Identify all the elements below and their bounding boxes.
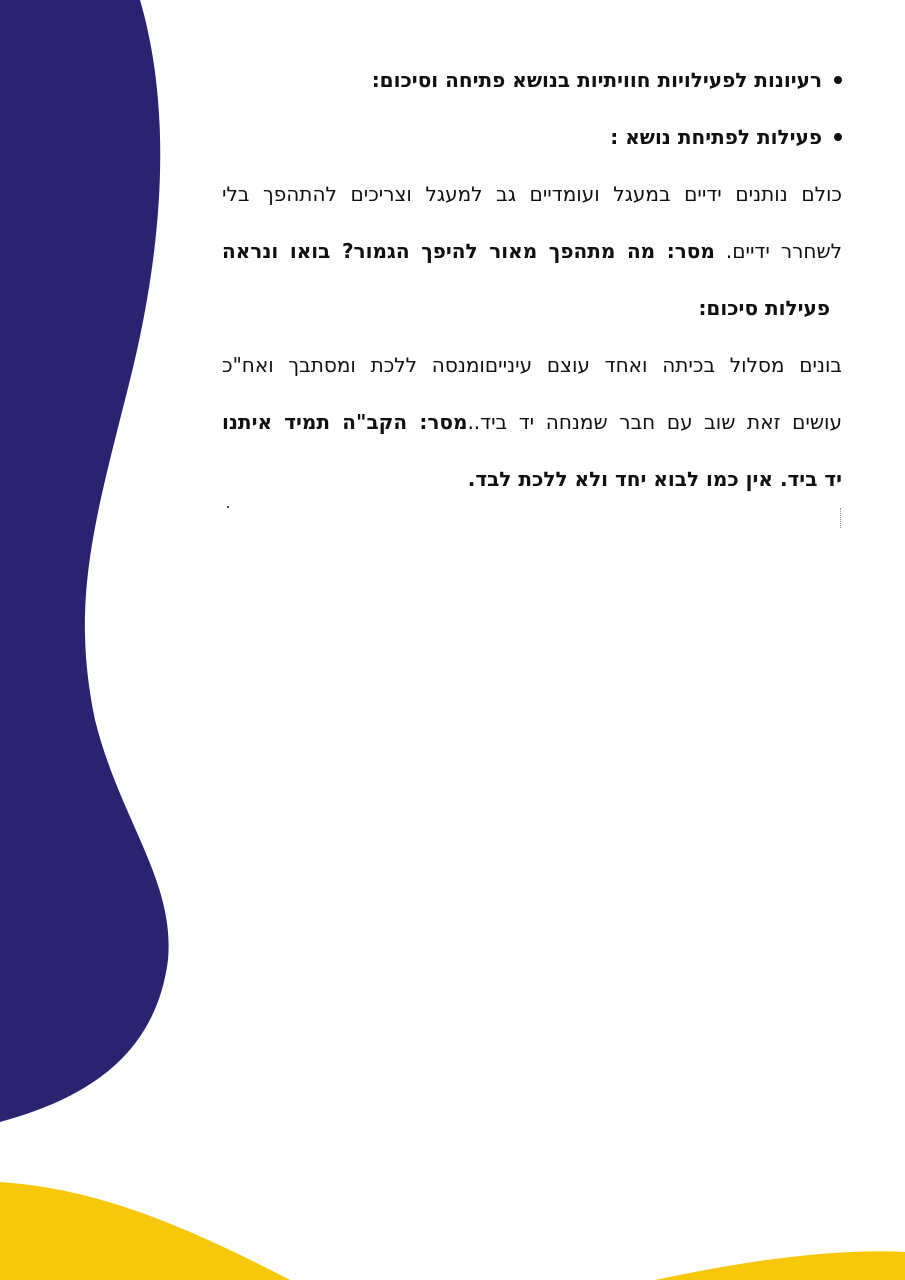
ideas-heading-text: רעיונות לפעילויות חוויתיות בנושא פתיחה וסיכום: — [371, 68, 822, 92]
closing-message-label: מסר: הקב"ה תמיד איתנו — [222, 410, 468, 434]
bullet-opening-heading — [222, 109, 842, 166]
text-content — [222, 52, 842, 508]
opening-message: מסר: מה מתהפך מאור להיפך הגמור? בואו ונראה — [222, 239, 715, 263]
bullet-dot-icon — [834, 133, 842, 141]
closing-line-2-regular: עושים זאת שוב עם חבר שמנחה יד ביד.. — [467, 410, 842, 434]
opening-paragraph-line-1: כולם נותנים ידיים במעגל ועומדיים גב למעגל וצריכים להתהפך בלי — [222, 182, 842, 206]
closing-paragraph-line-2 — [222, 394, 842, 451]
opening-heading-text: פעילות לפתיחת נושא : — [610, 125, 822, 149]
opening-paragraph-line-2 — [222, 223, 842, 280]
stray-dot — [227, 506, 229, 508]
dotted-mark — [836, 508, 841, 528]
bullet-dot-icon — [834, 76, 842, 84]
opening-line-2-regular: לשחרר ידיים. — [725, 239, 842, 263]
bullet-ideas-heading — [222, 52, 842, 109]
bottom-left-yellow-wave — [0, 1182, 290, 1280]
closing-paragraph-line-1: בונים מסלול בכיתה ואחד עוצם עינייםומנסה ללכת ומסתבך ואח"כ — [222, 353, 842, 377]
left-purple-wave — [0, 0, 169, 1122]
closing-heading: פעילות סיכום: — [698, 296, 830, 320]
closing-paragraph-line-3: יד ביד. אין כמו לבוא יחד ולא ללכת לבד. — [467, 467, 842, 491]
bottom-right-yellow-wave — [655, 1251, 905, 1280]
